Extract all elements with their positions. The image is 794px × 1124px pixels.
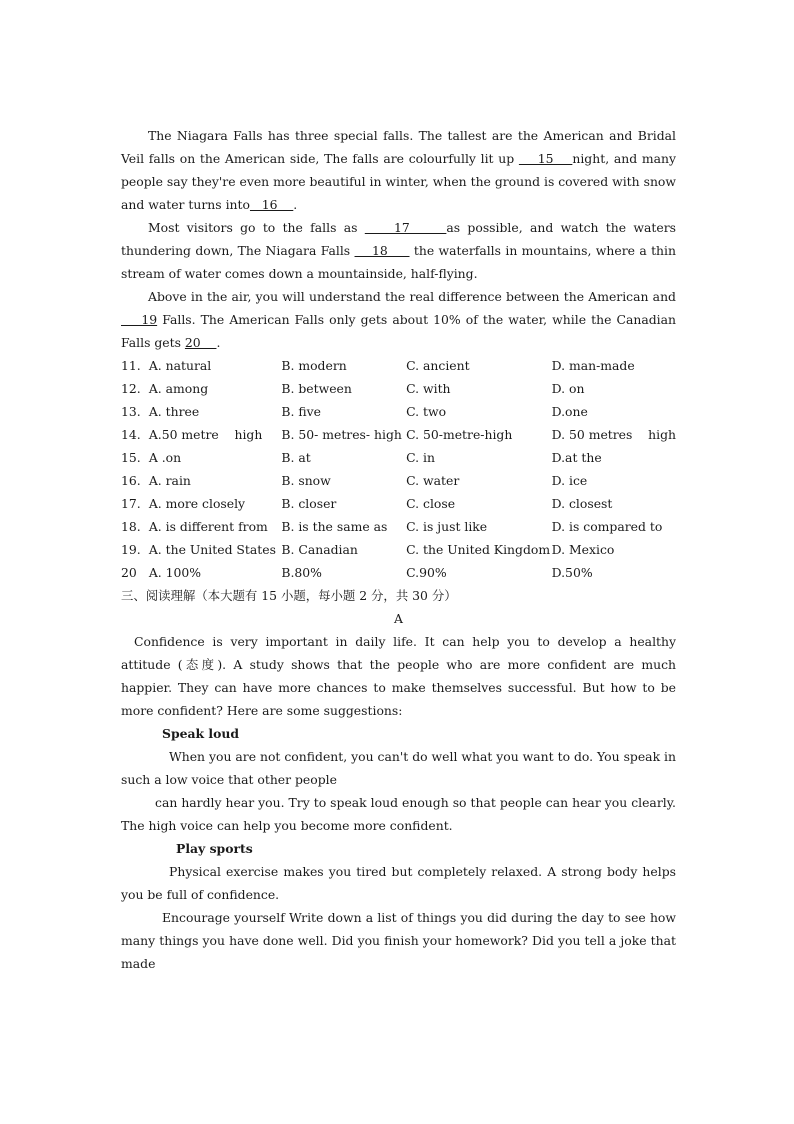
play-sports-paragraph: Physical exercise makes you tired but completely relaxed. A strong body helps you be full of confidence. <box>121 864 676 902</box>
options-table <box>121 354 676 584</box>
blank-17: 17 <box>364 220 447 235</box>
option-row: 14. A.50 metre high B. 50- metres- high C. 50-metre-high D. 50 metres high <box>121 427 676 442</box>
option-row: 18. A. is different from B. is the same as C. is just like D. is compared to <box>121 519 663 534</box>
passage-label: A <box>394 611 403 626</box>
option-row: 16. A. rain B. snow C. water D. ice <box>121 473 588 488</box>
heading-play-sports: Play sports <box>176 841 253 856</box>
passage-paragraph-1: The Niagara Falls has three special falls. The tallest are the American and Bridal Veil falls on the American side, The falls are colourfully lit up 15 night, and many people say they're even more beautiful in winter, when the ground is covered with snow and water turns into 16 . <box>121 128 676 212</box>
speak-loud-paragraph-1: When you are not confident, you can't do well what you want to do. You speak in such a low voice that other people <box>121 749 676 787</box>
blank-18: 18 <box>354 243 410 258</box>
speak-loud-paragraph-2: can hardly hear you. Try to speak loud enough so that people can hear you clearly. The high voice can help you become more confident. <box>121 795 676 833</box>
encourage-paragraph: Encourage yourself Write down a list of things you did during the day to see how many things you have done well. Did you finish your homework? Did you tell a joke that made <box>121 910 676 971</box>
reading-intro: Confidence is very important in daily life. It can help you to develop a healthy attitude (态度). A study shows that the people who are more confident are much happier. They can have more chances to make themselves successful. But how to be more confident? Here are some suggestions: <box>121 634 676 718</box>
option-row: 19. A. the United States B. Canadian C. the United Kingdom D. Mexico <box>121 542 615 557</box>
section-title: 三、阅读理解（本大题有 15 小题，每小题 2 分，共 30 分） <box>121 588 457 603</box>
blank-19: 19 <box>121 312 158 327</box>
blank-16: 16 <box>249 197 294 212</box>
passage-paragraph-3: Above in the air, you will understand the real difference between the American and 19 Falls. The American Falls only gets about 10% of the water, while the Canadian Falls gets 20 . <box>121 289 676 350</box>
option-row: 13. A. three B. five C. two D.one <box>121 404 588 419</box>
option-row: 11. A. natural B. modern C. ancient D. man-made <box>121 358 635 373</box>
option-row: 20 A. 100% B.80% C.90% D.50% <box>121 565 593 580</box>
heading-speak-loud: Speak loud <box>162 726 240 741</box>
blank-15: 15 <box>518 151 573 166</box>
blank-20: 20 <box>184 335 217 350</box>
option-row: 15. A .on B. at C. in D.at the <box>121 450 602 465</box>
passage-paragraph-2: Most visitors go to the falls as 17 as possible, and watch the waters thundering down, The Niagara Falls 18 the waterfalls in mountains, where a thin stream of water comes down a mountainside, half-flying. <box>121 220 676 281</box>
option-row: 12. A. among B. between C. with D. on <box>121 381 585 396</box>
option-row: 17. A. more closely B. closer C. close D. closest <box>121 496 613 511</box>
